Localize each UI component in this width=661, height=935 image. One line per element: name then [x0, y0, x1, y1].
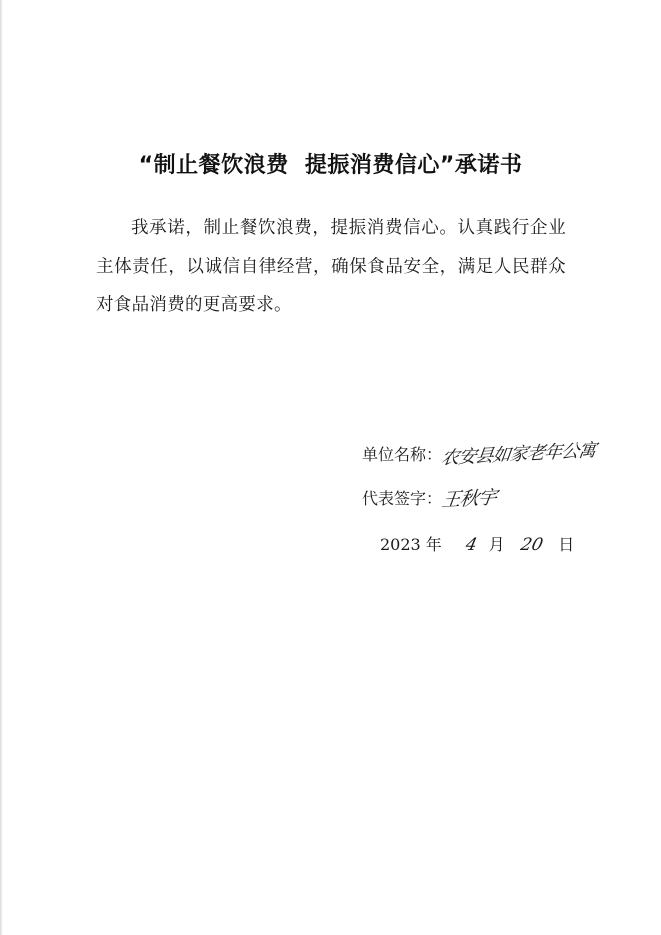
date-day-handwritten: 20 — [518, 535, 545, 555]
representative-signature: 王秋宇 — [440, 486, 498, 512]
representative-line — [362, 484, 496, 511]
date-month-suffix: 月 — [488, 535, 505, 554]
unit-name-label: 单位名称： — [362, 444, 443, 464]
date-line — [380, 532, 574, 555]
date-day-suffix: 日 — [558, 535, 575, 554]
document-title: “制止餐饮浪费 提振消费信心”承诺书 — [138, 153, 523, 178]
date-month-handwritten: 4 — [463, 535, 479, 555]
unit-name-handwritten: 农安县如家老年公寓 — [439, 440, 597, 469]
pledge-body: 我承诺，制止餐饮浪费，提振消费信心。认真践行企业主体责任，以诚信自律经营，确保食品安全，满足人民群众对食品消费的更高要求。 — [96, 218, 566, 315]
date-year: 2023 — [380, 535, 421, 554]
unit-name-line — [362, 440, 597, 469]
page-edge-shadow — [0, 0, 3, 935]
date-year-suffix: 年 — [425, 535, 442, 554]
representative-label: 代表签字： — [362, 489, 443, 508]
